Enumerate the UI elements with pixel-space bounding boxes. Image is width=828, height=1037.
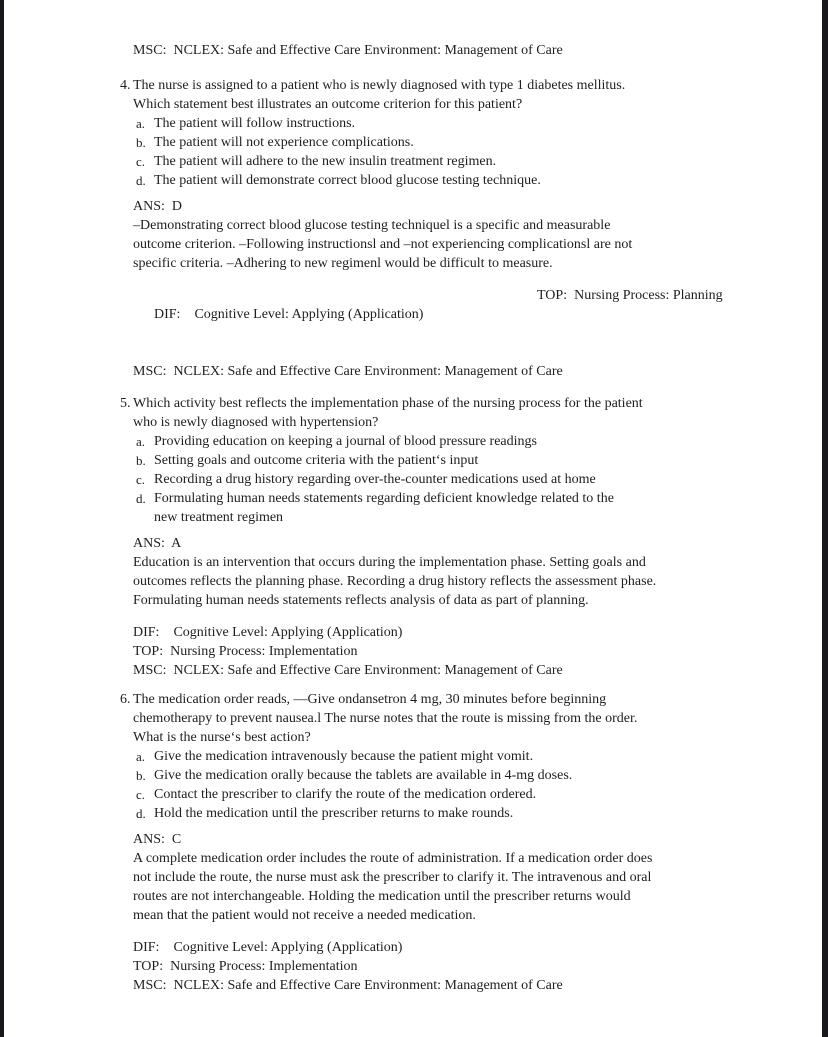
option-letter: d.	[136, 491, 146, 506]
question-4-stem-line: Which statement best illustrates an outcome criterion for this patient?	[133, 97, 523, 112]
option-letter: b.	[136, 453, 146, 468]
option-letter: a.	[136, 434, 146, 449]
option-text: The patient will not experience complications.	[154, 135, 414, 150]
option-text: The patient will adhere to the new insulin treatment regimen.	[154, 154, 497, 169]
option-letter: c.	[136, 154, 146, 169]
rationale-line: outcome criterion. –Following instructionsl and –not experiencing complicationsl are not	[133, 237, 633, 252]
answer-line: ANS: C	[133, 832, 182, 847]
question-5-option-c	[133, 470, 783, 489]
header-msc-line: MSC: NCLEX: Safe and Effective Care Environment: Management of Care	[133, 43, 563, 58]
dif-label: DIF: Cognitive Level: Applying (Application)	[154, 307, 424, 322]
option-text: Hold the medication until the prescriber returns to make rounds.	[154, 806, 514, 821]
page-content	[120, 41, 783, 995]
option-text: Setting goals and outcome criteria with the patient‘s input	[154, 453, 479, 468]
msc-line: MSC: NCLEX: Safe and Effective Care Environment: Management of Care	[133, 364, 563, 379]
option-text: The patient will follow instructions.	[154, 116, 356, 131]
question-6-option-c	[133, 785, 783, 804]
question-6-stem-line: chemotherapy to prevent nausea.l The nurse notes that the route is missing from the order.	[133, 711, 638, 726]
question-5-option-a	[133, 432, 783, 451]
question-5-answer-block	[133, 534, 783, 610]
question-6-option-b	[133, 766, 783, 785]
question-5-stem-line: Which activity best reflects the implementation phase of the nursing process for the patient	[133, 396, 643, 411]
option-letter: b.	[136, 135, 146, 150]
option-letter: a.	[136, 116, 146, 131]
option-letter: b.	[136, 768, 146, 783]
answer-line: ANS: A	[133, 536, 182, 551]
question-6-stem-line: What is the nurse‘s best action?	[133, 730, 311, 745]
option-text: Contact the prescriber to clarify the route of the medication ordered.	[154, 787, 537, 802]
option-letter: a.	[136, 749, 146, 764]
rationale-line: routes are not interchangeable. Holding the medication until the prescriber returns would	[133, 889, 631, 904]
question-4-option-a	[133, 114, 783, 133]
dif-line: DIF: Cognitive Level: Applying (Application)	[133, 625, 403, 640]
question-4-stem-line: The nurse is assigned to a patient who is newly diagnosed with type 1 diabetes mellitus.	[133, 78, 626, 93]
question-4-answer-block	[133, 197, 783, 273]
option-letter: d.	[136, 806, 146, 821]
question-6	[120, 690, 783, 823]
answer-line: ANS: D	[133, 199, 183, 214]
rationale-line: A complete medication order includes the route of administration. If a medication order does	[133, 851, 653, 866]
dif-top-line	[133, 286, 783, 362]
option-text: Providing education on keeping a journal of blood pressure readings	[154, 434, 537, 449]
question-6-answer-block	[133, 830, 783, 925]
rationale-line: Education is an intervention that occurs during the implementation phase. Setting goals and	[133, 555, 646, 570]
option-letter: c.	[136, 787, 146, 802]
question-6-option-a	[133, 747, 783, 766]
rationale-line: outcomes reflects the planning phase. Recording a drug history reflects the assessment phase.	[133, 574, 657, 589]
option-text: Give the medication orally because the tablets are available in 4-mg doses.	[154, 768, 573, 783]
question-5-option-d	[133, 489, 783, 527]
option-text: The patient will demonstrate correct blood glucose testing technique.	[154, 173, 541, 188]
top-line: TOP: Nursing Process: Implementation	[133, 644, 358, 659]
msc-line: MSC: NCLEX: Safe and Effective Care Environment: Management of Care	[133, 663, 563, 678]
question-5	[120, 394, 783, 527]
option-text: Recording a drug history regarding over-the-counter medications used at home	[154, 472, 596, 487]
page-left-edge	[0, 0, 4, 1037]
option-text: Formulating human needs statements regarding deficient knowledge related to the	[154, 491, 614, 506]
top-label: TOP: Nursing Process: Planning	[537, 288, 723, 303]
option-text-continued: new treatment regimen	[154, 510, 284, 525]
question-4-meta-block	[133, 286, 783, 381]
question-4-option-c	[133, 152, 783, 171]
question-6-stem-line: The medication order reads, —Give ondansetron 4 mg, 30 minutes before beginning	[133, 692, 607, 707]
msc-line: MSC: NCLEX: Safe and Effective Care Environment: Management of Care	[133, 978, 563, 993]
question-6-meta-block	[133, 938, 783, 995]
question-5-meta-block	[133, 623, 783, 680]
question-5-number: 5.	[120, 396, 131, 411]
question-4	[120, 76, 783, 190]
option-letter: d.	[136, 173, 146, 188]
rationale-line: mean that the patient would not receive a needed medication.	[133, 908, 476, 923]
rationale-line: –Demonstrating correct blood glucose testing techniquel is a specific and measurable	[133, 218, 611, 233]
question-4-option-d	[133, 171, 783, 190]
question-5-stem-line: who is newly diagnosed with hypertension?	[133, 415, 379, 430]
rationale-line: not include the route, the nurse must ask the prescriber to clarify it. The intravenous and oral	[133, 870, 652, 885]
question-4-number: 4.	[120, 78, 131, 93]
dif-line: DIF: Cognitive Level: Applying (Application)	[133, 940, 403, 955]
question-5-option-b	[133, 451, 783, 470]
question-4-option-b	[133, 133, 783, 152]
page-right-edge	[822, 0, 828, 1037]
question-6-option-d	[133, 804, 783, 823]
question-6-number: 6.	[120, 692, 131, 707]
rationale-line: Formulating human needs statements reflects analysis of data as part of planning.	[133, 593, 589, 608]
option-text: Give the medication intravenously because the patient might vomit.	[154, 749, 534, 764]
rationale-line: specific criteria. –Adhering to new regimenl would be difficult to measure.	[133, 256, 553, 271]
option-letter: c.	[136, 472, 146, 487]
top-line: TOP: Nursing Process: Implementation	[133, 959, 358, 974]
